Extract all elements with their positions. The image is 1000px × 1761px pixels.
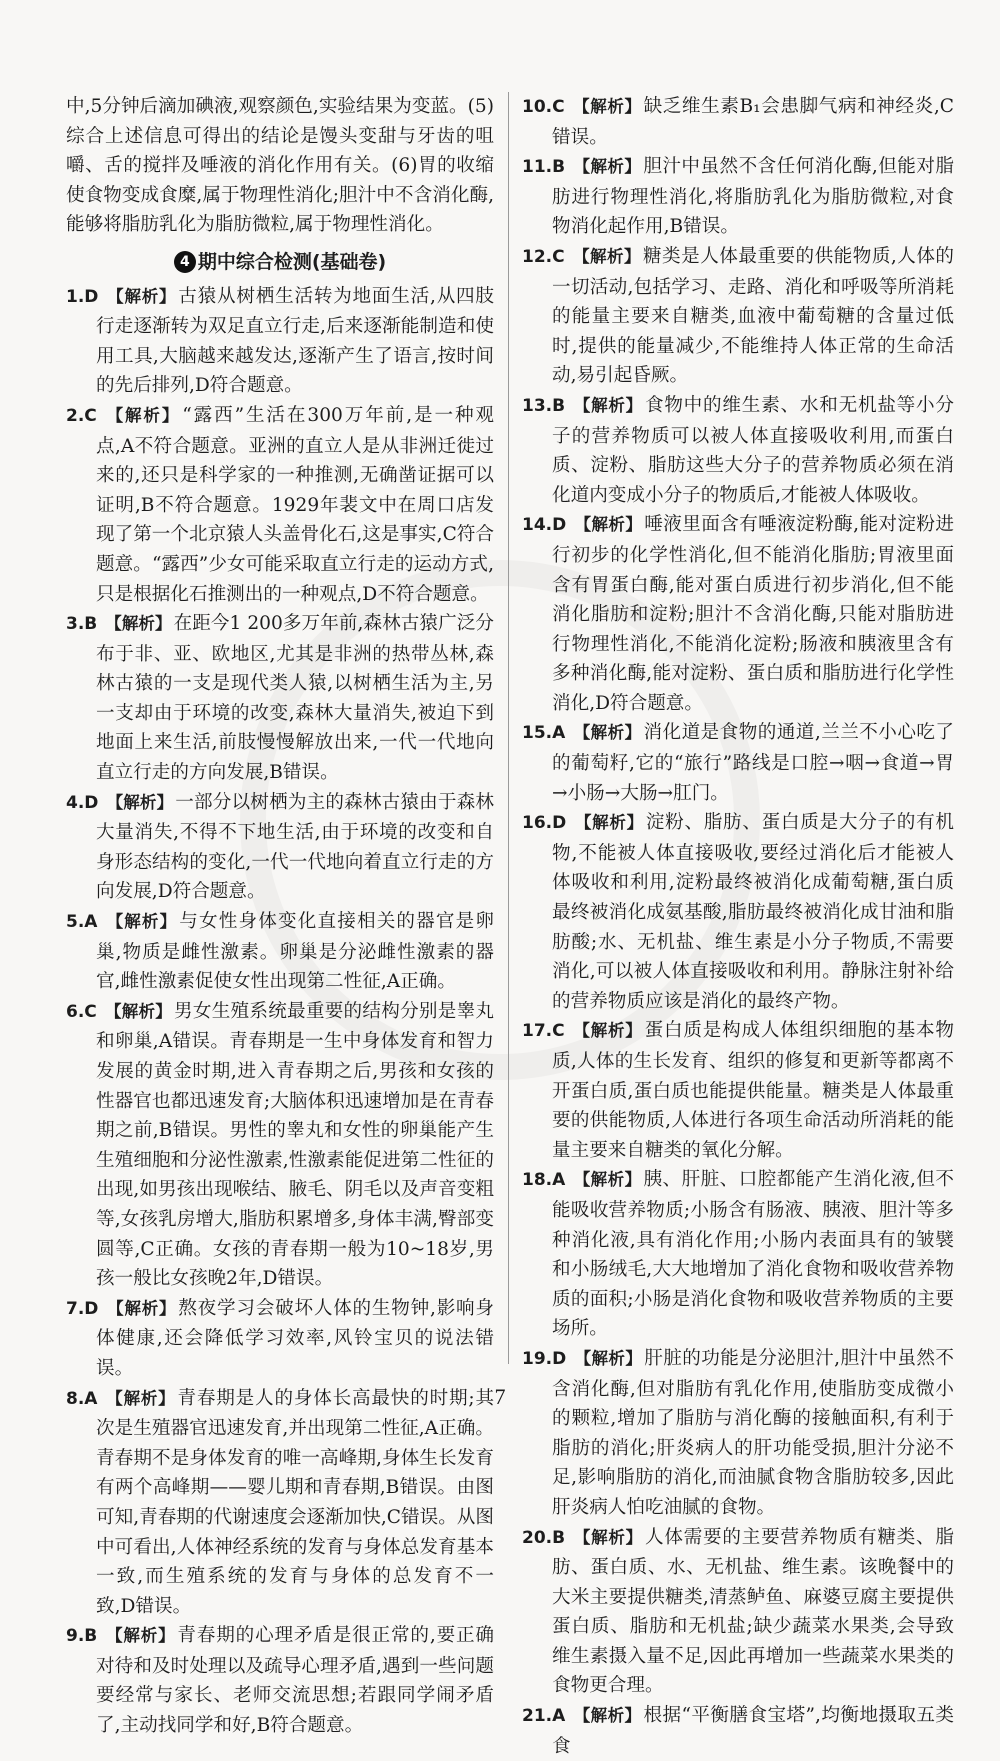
answer-item <box>66 1621 494 1740</box>
analysis-tag: 【 解析 】 <box>573 1021 643 1040</box>
answer-item <box>522 1016 954 1165</box>
answer-explanation: 人体需要的主要营养物质有糖类、脂肪、蛋白质、水、无机盐、维生素。该晚餐中的大米主要提供糖类,清蒸鲈鱼、麻婆豆腐主要提供蛋白质、脂肪和无机盐;缺少蔬菜水果类,会导致维生素摄入量不足,因此再增加一些蔬菜水果类的食物更合理。 <box>552 1526 955 1697</box>
answer-item <box>66 907 494 997</box>
answer-explanation: 根据“平衡膳食宝塔”,均衡地摄取五类食 <box>552 1705 955 1757</box>
answer-explanation: 消化道是食物的通道,兰兰不小心吃了的葡萄籽,它的“旅行”路线是口腔→咽→食道→胃→小肠→大肠→肛门。 <box>552 722 955 804</box>
answer-item <box>522 510 954 718</box>
answer-item <box>522 808 954 1016</box>
answer-number: 4.D <box>66 792 99 813</box>
answer-item <box>522 1523 954 1702</box>
analysis-tag: 【 解析 】 <box>574 813 644 832</box>
right-answer-list <box>522 92 954 1761</box>
answer-number: 21.A <box>522 1706 566 1727</box>
answer-number: 10.C <box>522 97 565 117</box>
answer-explanation: 肝脏的功能是分泌胆汁,胆汁中虽然不含消化酶,但对脂肪有乳化作用,使脂肪变成微小的颗粒,增加了脂肪与消化酶的接触面积,有利于脂肪的消化;肝炎病人的肝功能受损,胆汁分泌不足,影响脂肪的消化,而油腻食物含脂肪较多,因此肝炎病人怕吃油腻的食物。 <box>552 1347 955 1518</box>
answer-number: 3.B <box>66 614 98 635</box>
analysis-tag: 【 解析 】 <box>573 247 641 266</box>
answer-explanation: 蛋白质是构成人体组织细胞的基本物质,人体的生长发育、组织的修复和更新等都离不开蛋白质,蛋白质也能提供能量。糖类是人体最重要的供能物质,人体进行各项生命活动所消耗的能量主要来自糖类的氧化分解。 <box>552 1020 954 1161</box>
answer-explanation: 青春期是人的身体长高最快的时期;其次是生殖器官迅速发育,并出现第二性征,A正确。青春期不是身体发育的唯一高峰期,身体生长发育有两个高峰期——婴儿期和青春期,B错误。由图可知,青春期的代谢速度会逐渐加快,C错误。从图中可看出,人体神经系统的发育与身体总发育基本一致,而生殖系统的发育与身体的总发育不一致,D错误。 <box>96 1387 495 1617</box>
answer-explanation: 在距今1 200多万年前,森林古猿广泛分布于非、亚、欧地区,尤其是非洲的热带丛林,森林古猿的一支是现代类人猿,以树栖生活为主,另一支却由于环境的改变,森林大量消失,被迫下到地面上来生活,前肢慢慢解放出来,一代一代地向直立行走的方向发展,B错误。 <box>96 613 494 784</box>
answer-item <box>522 92 954 152</box>
answer-number: 12.C <box>522 246 565 267</box>
answer-explanation: 缺乏维生素B₁会患脚气病和神经炎,C错误。 <box>552 96 955 148</box>
answer-explanation: 青春期的心理矛盾是很正常的,要正确对待和及时处理以及疏导心理矛盾,遇到一些问题要经常与家长、老师交流思想;若跟同学闹矛盾了,主动找同学和好,B符合题意。 <box>96 1625 495 1737</box>
answer-number: 11.B <box>522 157 566 178</box>
answer-explanation: 一部分以树栖为主的森林古猿由于森林大量消失,不得不下地生活,由于环境的改变和自身形态结构的变化,一代一代地向着直立行走的方向发展,D符合题意。 <box>96 791 495 903</box>
analysis-tag: 【 解析 】 <box>106 793 173 812</box>
answer-number: 17.C <box>522 1021 565 1042</box>
answer-item <box>522 391 954 510</box>
answer-number: 15.A <box>522 723 566 744</box>
answer-explanation: 胆汁中虽然不含任何消化酶,但能对脂肪进行物理性消化,将脂肪乳化为脂肪微粒,对食物消化起作用,B错误。 <box>552 156 954 238</box>
analysis-tag: 【 解析 】 <box>105 1389 175 1408</box>
answer-explanation: “露西”生活在300万年前,是一种观点,A不符合题意。亚洲的直立人是从非洲迁徙过来的,还只是科学家的一种推测,无确凿证据可以证明,B不符合题意。1929年裴文中在周口店发现了第一个北京猿人头盖骨化石,这是事实,C符合题意。“露西”少女可能采取直立行走的运动方式,只是根据化石推测出的一种观点,D不符合题意。 <box>96 404 495 605</box>
answer-number: 14.D <box>522 515 567 536</box>
analysis-tag: 【 解析 】 <box>573 1170 641 1189</box>
answer-number: 2.C <box>66 405 97 426</box>
answer-number: 13.B <box>522 395 566 416</box>
answer-number: 9.B <box>66 1626 98 1647</box>
answer-explanation: 胰、肝脏、口腔都能产生消化液,但不能吸收营养物质;小肠含有肠液、胰液、胆汁等多种消化液,具有消化作用;小肠内表面具有的皱襞和小肠绒毛,大大地增加了消化食物和吸收营养物质的面积;小肠是消化食物和吸收营养物质的主要场所。 <box>552 1169 955 1340</box>
answer-number: 8.A <box>66 1388 98 1409</box>
answer-item <box>522 1165 954 1344</box>
answer-item <box>522 1344 954 1523</box>
left-column <box>66 92 494 1741</box>
analysis-tag: 【 解析 】 <box>574 515 642 534</box>
answer-explanation: 熬夜学习会破坏人体的生物钟,影响身体健康,还会降低学习效率,风铃宝贝的说法错误。 <box>96 1297 495 1379</box>
answer-item <box>66 609 494 788</box>
answer-item <box>522 242 954 391</box>
column-divider <box>508 92 509 1364</box>
answer-explanation: 古猿从树栖生活转为地面生活,从四肢行走逐渐转为双足直立行走,后来逐渐能制造和使用工具,大脑越来越发达,逐渐产生了语言,按时间的先后排列,D符合题意。 <box>96 285 495 397</box>
answer-item <box>66 401 494 609</box>
analysis-tag: 【 解析 】 <box>573 1706 641 1725</box>
answer-explanation: 与女性身体变化直接相关的器官是卵巢,物质是雌性激素。卵巢是分泌雌性激素的器官,雌性激素促使女性出现第二性征,A正确。 <box>96 911 495 993</box>
answer-explanation: 男女生殖系统最重要的结构分别是睾丸和卵巢,A错误。青春期是一生中身体发育和智力发展的黄金时期,进入青春期之后,男孩和女孩的性器官也都迅速发育;大脑体积迅速增加是在青春期之前,B错误。男性的睾丸和女性的卵巢能产生生殖细胞和分泌性激素,性激素能促进第二性征的出现,如男孩出现喉结、腋毛、阴毛以及声音变粗等,女孩乳房增大,脂肪积累增多,身体丰满,臀部变圆等,C正确。女孩的青春期一般为10~18岁,男孩一般比女孩晚2年,D错误。 <box>96 1000 495 1290</box>
analysis-tag: 【 解析 】 <box>573 723 641 742</box>
answer-number: 5.A <box>66 912 98 933</box>
answer-number: 7.D <box>66 1298 99 1319</box>
analysis-tag: 【 解析 】 <box>573 1528 643 1547</box>
answer-number: 16.D <box>522 813 567 834</box>
section-number-badge: 4 <box>174 251 196 273</box>
answer-explanation: 糖类是人体最重要的供能物质,人体的一切活动,包括学习、走路、消化和呼吸等所消耗的能量主要来自糖类,血液中葡萄糖的含量过低时,提供的能量减少,不能维持人体正常的生命活动,易引起昏厥。 <box>552 245 955 387</box>
answer-number: 1.D <box>66 286 99 307</box>
analysis-tag: 【 解析 】 <box>105 1002 172 1021</box>
section-title <box>66 248 494 278</box>
intro-paragraph: 中,5分钟后滴加碘液,观察颜色,实验结果为变蓝。(5)综合上述信息可得出的结论是馒头变甜与牙齿的咀嚼、舌的搅拌及唾液的消化作用有关。(6)胃的收缩使食物变成食糜,属于物理性消化;胆汁中不含消化酶,能够将脂肪乳化为脂肪微粒,属于物理性消化。 <box>66 96 494 236</box>
answer-explanation: 唾液里面含有唾液淀粉酶,能对淀粉进行初步的化学性消化,但不能消化脂肪;胃液里面含有胃蛋白酶,能对蛋白质进行初步消化,但不能消化脂肪和淀粉;胆汁不含消化酶,只能对脂肪进行物理性消化,不能消化淀粉;肠液和胰液里含有多种消化酶,能对淀粉、蛋白质和脂肪进行化学性消化,D符合题意。 <box>552 514 955 714</box>
analysis-tag: 【 解析 】 <box>105 1626 175 1645</box>
answer-item <box>66 1294 494 1384</box>
answer-explanation: 食物中的维生素、水和无机盐等小分子的营养物质可以被人体直接吸收利用,而蛋白质、淀粉、脂肪这些大分子的营养物质必须在消化道内变成小分子的物质后,才能被人体吸收。 <box>552 394 955 506</box>
answer-item <box>522 718 954 808</box>
section-title-text: 期中综合检测(基础卷) <box>197 250 387 273</box>
left-answer-list <box>66 282 494 1741</box>
analysis-tag: 【 解析 】 <box>573 396 643 415</box>
analysis-tag: 【 解析 】 <box>573 157 641 176</box>
answer-number: 18.A <box>522 1170 566 1191</box>
right-column <box>522 92 954 1761</box>
answer-item <box>66 997 494 1294</box>
answer-item <box>522 152 954 242</box>
analysis-tag: 【 解析 】 <box>105 912 177 931</box>
analysis-tag: 【 解析 】 <box>105 614 171 633</box>
page-number: 7 <box>494 1384 506 1409</box>
answer-number: 6.C <box>66 1001 97 1022</box>
analysis-tag: 【 解析 】 <box>574 1349 642 1368</box>
answer-explanation: 淀粉、脂肪、蛋白质是大分子的有机物,不能被人体直接吸收,要经过消化后才能被人体吸收和利用,淀粉最终被消化成葡萄糖,蛋白质最终被消化成氨基酸,脂肪最终被消化成甘油和脂肪酸;水、无机盐、维生素是小分子物质,不需要消化,可以被人体直接吸收和利用。静脉注射补给的营养物质应该是消化的最终产物。 <box>552 812 955 1012</box>
answer-item <box>66 1384 494 1622</box>
answer-item <box>522 1701 954 1761</box>
answer-item <box>66 282 494 401</box>
analysis-tag: 【 解析 】 <box>105 406 180 425</box>
answer-item <box>66 788 494 907</box>
answer-number: 20.B <box>522 1527 566 1548</box>
answer-number: 19.D <box>522 1348 567 1369</box>
analysis-tag: 【 解析 】 <box>573 97 642 116</box>
analysis-tag: 【 解析 】 <box>106 287 176 306</box>
analysis-tag: 【 解析 】 <box>106 1299 176 1318</box>
